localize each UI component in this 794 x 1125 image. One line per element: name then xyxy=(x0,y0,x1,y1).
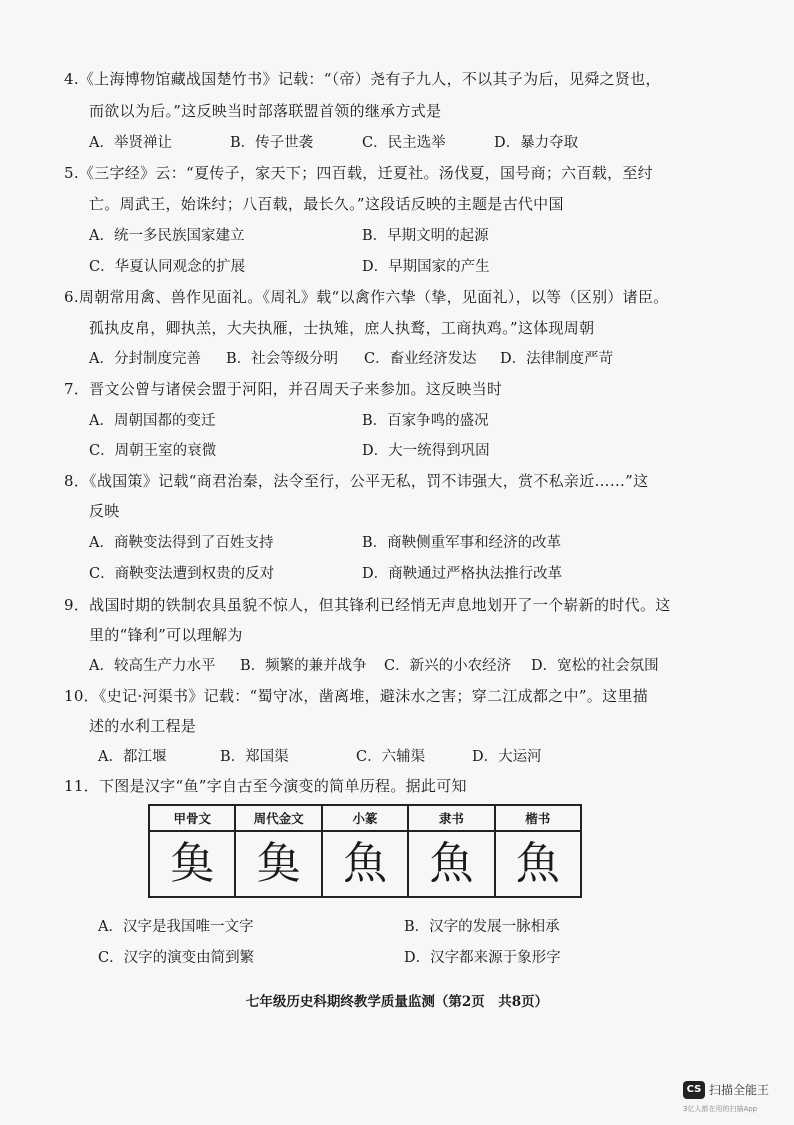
q5-option-a: A．统一多民族国家建立 xyxy=(89,228,245,244)
header-regular-script: 楷书 xyxy=(495,805,581,831)
question-10-line-1: 10．《史记·河渠书》记载：“蜀守冰，凿离堆，避沫水之害；穿二江成都之中”。这里描 xyxy=(64,687,648,705)
q4-option-c: C．民主选举 xyxy=(362,135,446,151)
scanner-watermark xyxy=(683,1078,793,1118)
glyph-small-seal: 魚 xyxy=(342,838,387,889)
q11-option-c: C．汉字的演变由简到繁 xyxy=(98,950,255,966)
question-7-line-1: 7．晋文公曾与诸侯会盟于河阳，并召周天子来参加。这反映当时 xyxy=(64,380,503,398)
q7-option-c: C．周朝王室的衰微 xyxy=(89,443,217,459)
q4-option-b: B．传子世袭 xyxy=(230,135,314,151)
glyph-cell-oracle-bone xyxy=(149,831,235,897)
q10-option-a: A．都江堰 xyxy=(98,749,167,765)
header-bronze-inscription: 周代金文 xyxy=(235,805,321,831)
q6-option-c: C．畜业经济发达 xyxy=(364,351,477,367)
q6-option-d: D．法律制度严苛 xyxy=(500,351,614,367)
question-9-line-1: 9．战国时期的铁制农具虽貌不惊人，但其锋利已经悄无声息地划开了一个崭新的时代。这 xyxy=(64,596,671,614)
question-10-line-2: 述的水利工程是 xyxy=(89,717,197,735)
watermark-subtitle: 3亿人都在用的扫描App xyxy=(683,1105,758,1113)
q11-option-a: A．汉字是我国唯一文字 xyxy=(98,919,254,935)
question-9-line-2: 里的“锋利”可以理解为 xyxy=(89,626,243,644)
q9-option-d: D．宽松的社会氛围 xyxy=(531,658,659,674)
header-oracle-bone: 甲骨文 xyxy=(149,805,235,831)
q8-option-b: B．商鞅侧重军事和经济的改革 xyxy=(362,535,562,551)
question-6-line-1: 6.周朝常用禽、兽作见面礼。《周礼》载“以禽作六挚（挚，见面礼），以等（区别）诸臣。 xyxy=(64,288,669,306)
q4-option-d: D．暴力夺取 xyxy=(494,135,579,151)
question-4-line-2: 而欲以为后。”这反映当时部落联盟首领的继承方式是 xyxy=(89,102,442,120)
q4-option-a: A．举贤禅让 xyxy=(89,135,172,151)
glyph-cell-regular-script xyxy=(495,831,581,897)
glyph-clerical-script: 魚 xyxy=(429,838,474,889)
q10-option-c: C．六辅渠 xyxy=(356,749,426,765)
glyph-oracle-bone: 𩵋 xyxy=(170,838,215,889)
q8-option-a: A．商鞅变法得到了百姓支持 xyxy=(89,535,274,551)
question-4-line-1: 4.《上海博物馆藏战国楚竹书》记载：“（帝）尧有子九人，不以其子为后，见舜之贤也， xyxy=(64,70,661,88)
glyph-bronze-inscription: 𩵋 xyxy=(256,838,301,889)
q7-option-b: B．百家争鸣的盛况 xyxy=(362,413,489,429)
question-6-line-2: 孤执皮帛，卿执羔，大夫执雁，士执雉，庶人执鹜，工商执鸡。”这体现周朝 xyxy=(89,319,595,337)
q10-option-b: B．郑国渠 xyxy=(220,749,289,765)
q8-option-d: D．商鞅通过严格执法推行改革 xyxy=(362,566,563,582)
question-11-line-1: 11．下图是汉字“鱼”字自古至今演变的简单历程。据此可知 xyxy=(64,777,467,795)
watermark-title: 扫描全能王 xyxy=(709,1083,770,1097)
camscanner-logo-icon: CS xyxy=(683,1081,705,1099)
q6-option-a: A．分封制度完善 xyxy=(89,351,201,367)
question-5-line-1: 5.《三字经》云：“夏传子，家天下；四百载，迁夏社。汤伐夏，国号商；六百载，至纣 xyxy=(64,164,653,182)
glyph-cell-small-seal xyxy=(322,831,408,897)
q11-option-b: B．汉字的发展一脉相承 xyxy=(404,919,560,935)
q7-option-d: D．大一统得到巩固 xyxy=(362,443,490,459)
q11-option-d: D．汉字都来源于象形字 xyxy=(404,950,561,966)
header-small-seal: 小篆 xyxy=(322,805,408,831)
q5-option-c: C．华夏认同观念的扩展 xyxy=(89,259,246,275)
q9-option-b: B．频繁的兼并战争 xyxy=(240,658,367,674)
q6-option-b: B．社会等级分明 xyxy=(226,351,339,367)
question-8-line-2: 反映 xyxy=(89,502,120,520)
q5-option-b: B．早期文明的起源 xyxy=(362,228,489,244)
question-5-line-2: 亡。周武王，始诛纣；八百载，最长久。”这段话反映的主题是古代中国 xyxy=(89,195,564,213)
header-clerical-script: 隶书 xyxy=(408,805,494,831)
glyph-cell-bronze-inscription xyxy=(235,831,321,897)
question-8-line-1: 8．《战国策》记载“商君治秦，法令至行，公平无私，罚不讳强大，赏不私亲近……”这 xyxy=(64,472,649,490)
glyph-cell-clerical-script xyxy=(408,831,494,897)
glyph-regular-script: 魚 xyxy=(515,838,560,889)
q9-option-a: A．较高生产力水平 xyxy=(89,658,216,674)
q8-option-c: C．商鞅变法遭到权贵的反对 xyxy=(89,566,275,582)
q7-option-a: A．周朝国都的变迁 xyxy=(89,413,216,429)
q10-option-d: D．大运河 xyxy=(472,749,542,765)
q5-option-d: D．早期国家的产生 xyxy=(362,259,490,275)
fish-character-evolution-table xyxy=(148,804,582,898)
q9-option-c: C．新兴的小农经济 xyxy=(384,658,512,674)
page-footer: 七年级历史科期终教学质量监测（第2页 共8页） xyxy=(245,994,549,1010)
